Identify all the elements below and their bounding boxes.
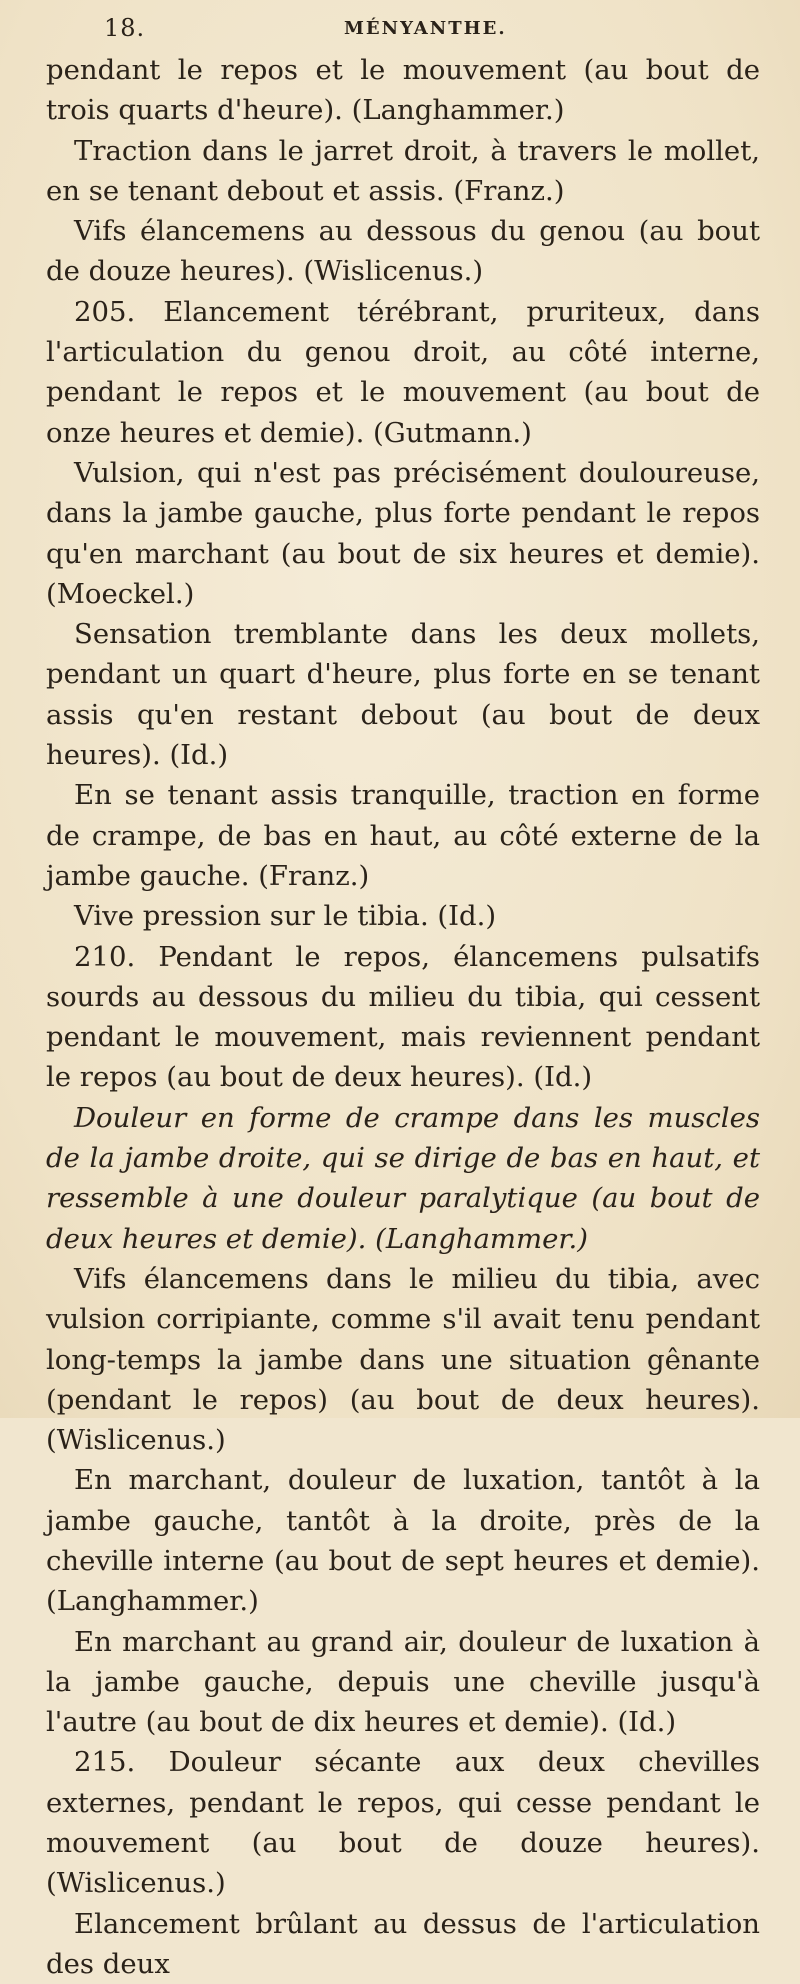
page-number: 18.: [104, 14, 146, 42]
paragraph: En marchant au grand air, douleur de luxation à la jambe gauche, depuis une cheville jusqu'à l'autre (au bout de dix heures et demie). (Id.): [46, 1625, 760, 1739]
paragraph: Vive pression sur le tibia. (Id.): [74, 900, 497, 933]
paragraph: 215. Douleur sécante aux deux chevilles externes, pendant le repos, qui cesse pendant le mouvement (au bout de douze heures). (Wislicenus.): [46, 1746, 760, 1900]
running-head: MÉNYANTHE.: [344, 18, 507, 39]
page-header: [84, 4, 744, 44]
body-text: [46, 50, 760, 1984]
paragraph: pendant le repos et le mouvement (au bout de trois quarts d'heure). (Langhammer.): [46, 54, 760, 127]
paragraph: 205. Elancement térébrant, pruriteux, dans l'articulation du genou droit, au côté interne, pendant le repos et le mouvement (au bout de onze heures et demie). (Gutmann.): [46, 295, 760, 449]
paragraph: 210. Pendant le repos, élancemens pulsatifs sourds au dessous du milieu du tibia, qui cessent pendant le mouvement, mais reviennent pendant le repos (au bout de deux heures). (Id.): [46, 940, 760, 1094]
paragraph: Traction dans le jarret droit, à travers le mollet, en se tenant debout et assis. (Franz.): [46, 134, 760, 207]
paragraph: Vifs élancemens dans le milieu du tibia, avec vulsion corripiante, comme s'il avait tenu pendant long-temps la jambe dans une situation gênante (pendant le repos) (au bout de deux heures). (Wislicenus.): [46, 1262, 760, 1457]
paragraph: Vulsion, qui n'est pas précisément douloureuse, dans la jambe gauche, plus forte pendant le repos qu'en marchant (au bout de six heures et demie). (Moeckel.): [46, 456, 760, 610]
paragraph: Elancement brûlant au dessus de l'articulation des deux: [46, 1907, 760, 1980]
paragraph: Vifs élancemens au dessous du genou (au bout de douze heures). (Wislicenus.): [46, 215, 760, 288]
paragraph: En marchant, douleur de luxation, tantôt à la jambe gauche, tantôt à la droite, près de la cheville interne (au bout de sept heures et demie). (Langhammer.): [46, 1464, 760, 1618]
paragraph: En se tenant assis tranquille, traction en forme de crampe, de bas en haut, au côté externe de la jambe gauche. (Franz.): [46, 779, 760, 892]
paragraph: Sensation tremblante dans les deux mollets, pendant un quart d'heure, plus forte en se tenant assis qu'en restant debout (au bout de deux heures). (Id.): [46, 618, 760, 772]
paragraph-italic: Douleur en forme de crampe dans les muscles de la jambe droite, qui se dirige de bas en haut, et ressemble à une douleur paralytique (au bout de deux heures et demie). (Langhammer.): [46, 1101, 760, 1255]
